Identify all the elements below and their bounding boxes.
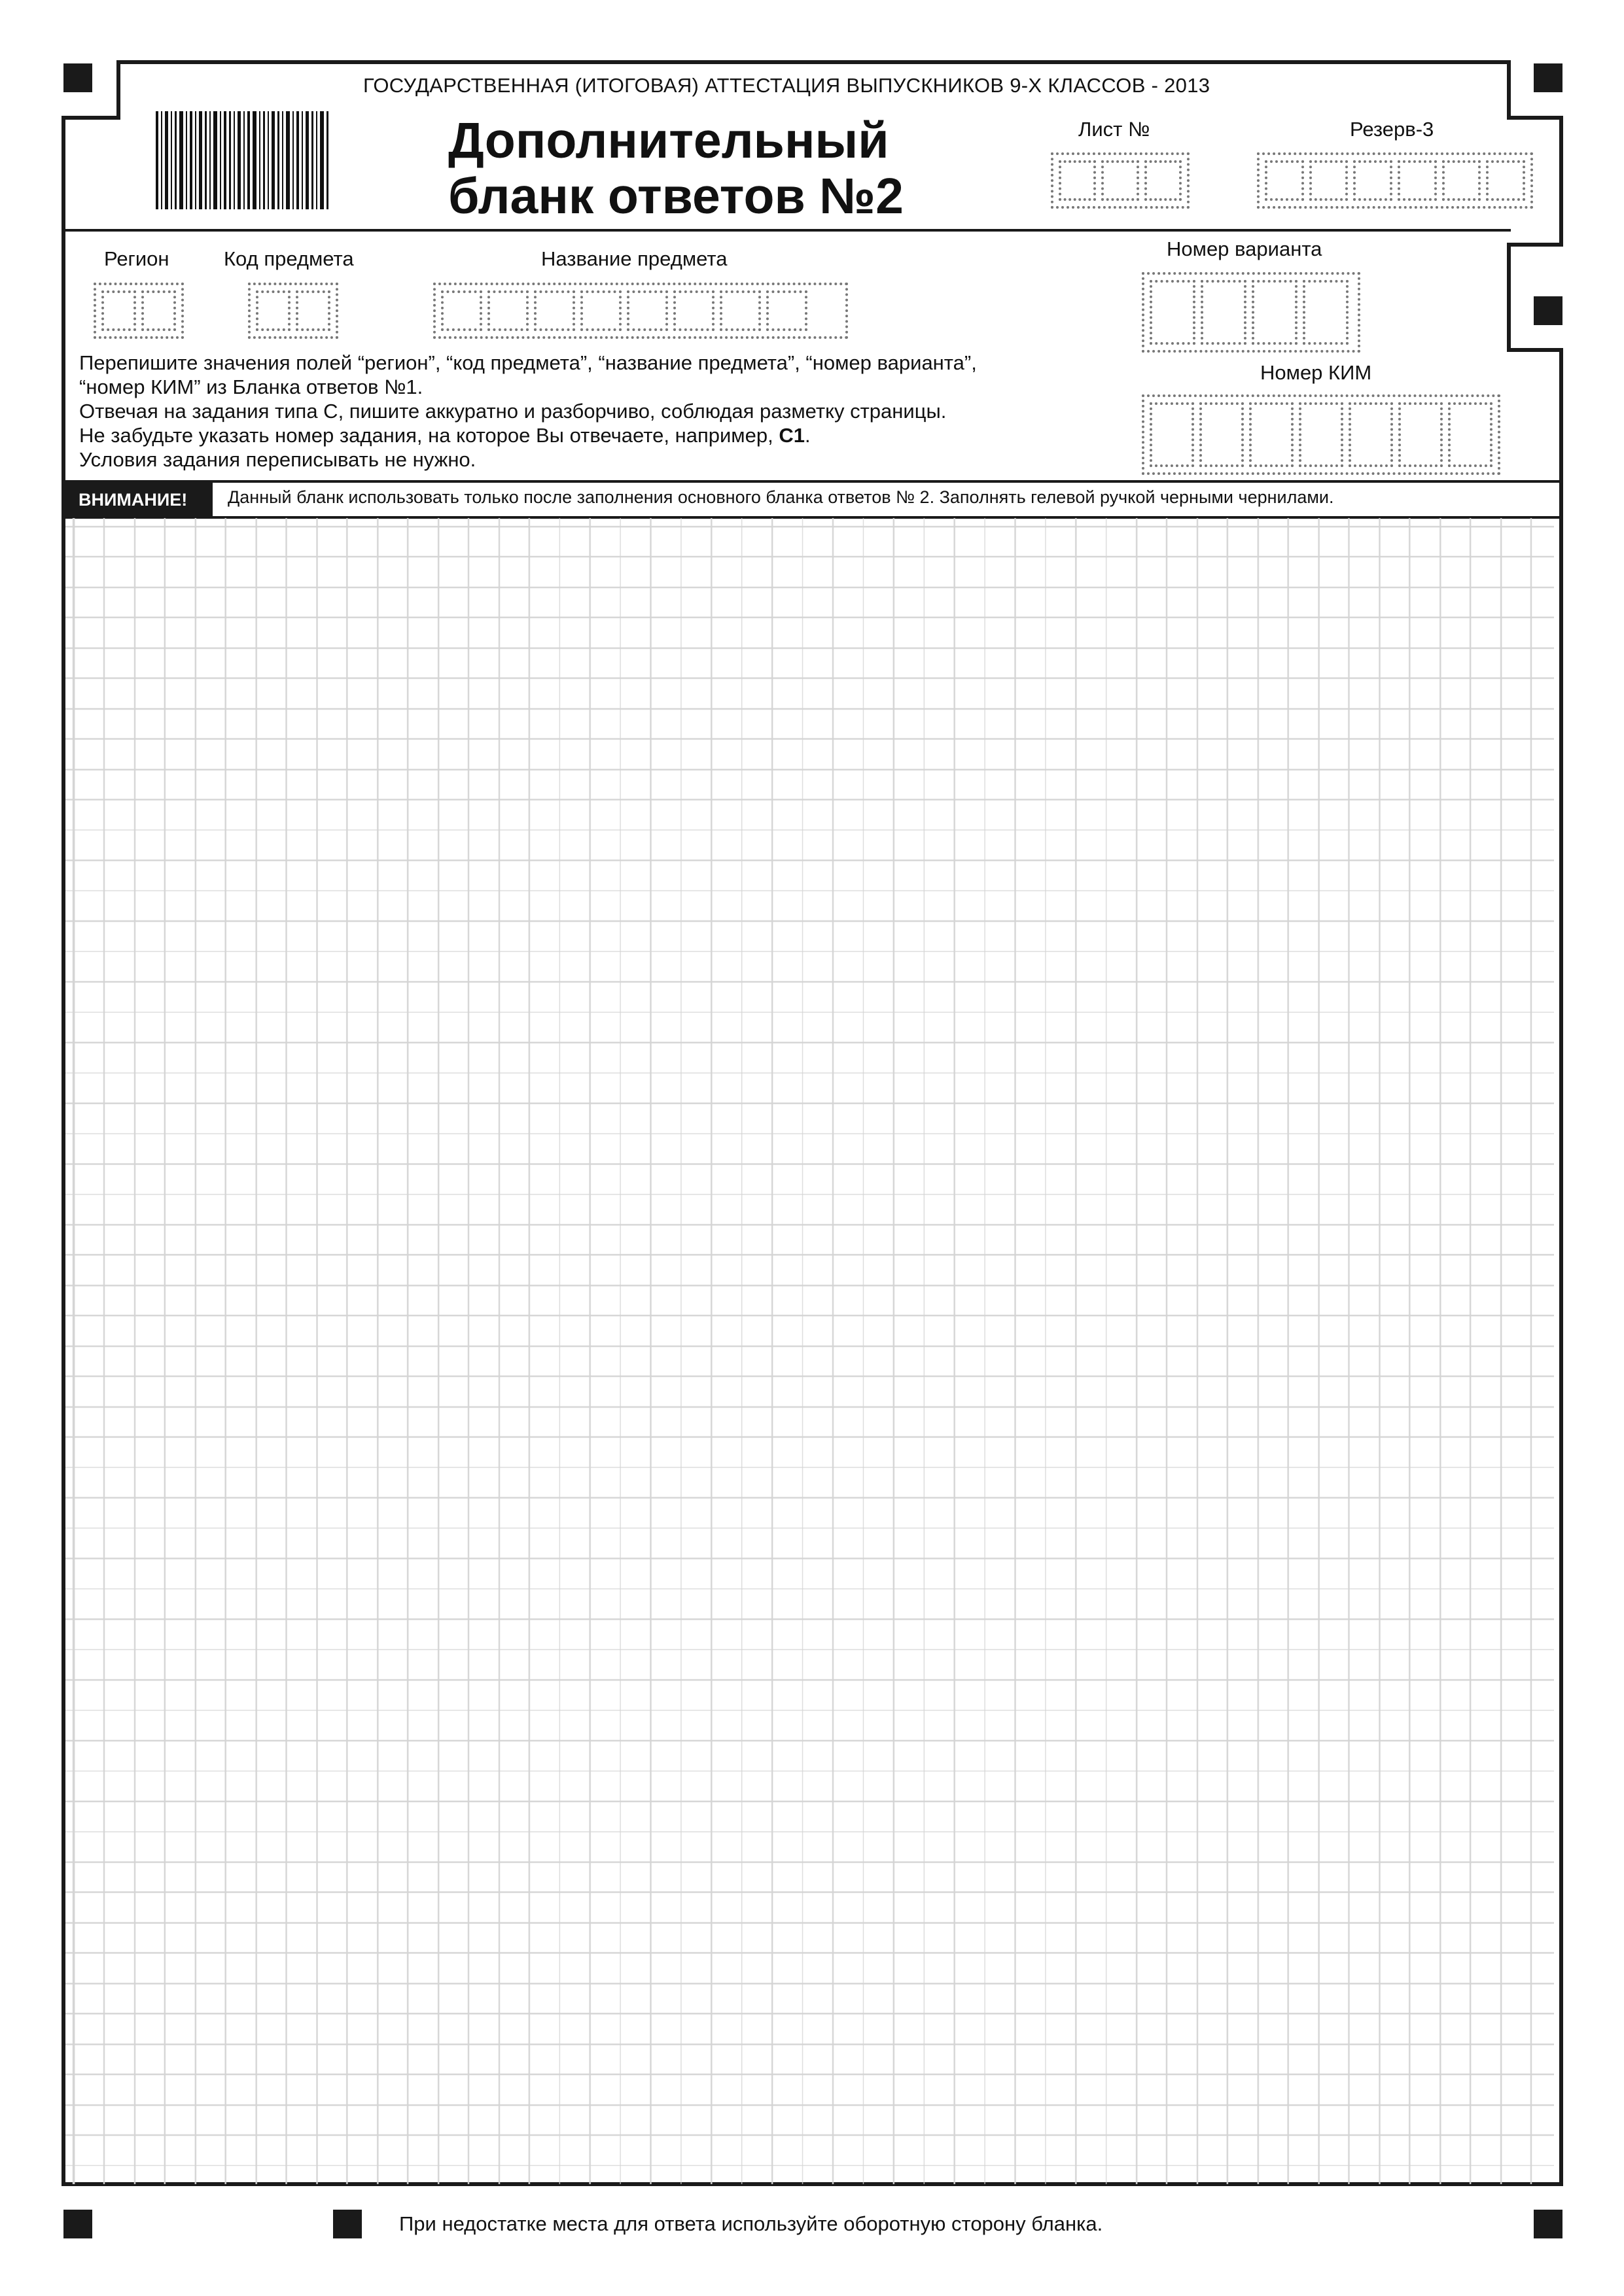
instruction-line: Условия задания переписывать не нужно. [79,448,476,471]
instruction-line [79,423,811,447]
form-title-line2: бланк ответов №2 [448,168,904,224]
footer-note: При недостатке места для ответа используйте оборотную сторону бланка. [399,2212,1103,2235]
subject-name-label: Название предмета [541,247,728,270]
variant-number-field[interactable] [1142,272,1360,353]
instruction-line: “номер КИМ” из Бланка ответов №1. [79,375,423,398]
reserve-field[interactable] [1257,152,1533,209]
reserve-label: Резерв-3 [1350,118,1434,141]
answer-grid[interactable] [65,518,1554,2184]
subject-code-field[interactable] [248,283,338,339]
variant-number-label: Номер варианта [1167,237,1322,260]
kim-number-label: Номер КИМ [1260,361,1372,384]
subject-name-field[interactable] [433,283,848,339]
registration-marker-icon [1534,63,1562,92]
region-label: Регион [104,247,169,270]
instruction-line: Отвечая на задания типа С, пишите аккуратно и разборчиво, соблюдая разметку страницы. [79,400,947,423]
instruction-text: . [804,424,811,447]
instruction-text: Не забудьте указать номер задания, на которое Вы отвечаете, например, [79,424,779,447]
subject-code-label: Код предмета [224,247,354,270]
warning-text: Данный бланк использовать только после заполнения основного бланка ответов № 2. Заполнять гелевой ручкой черными чернилами. [228,487,1334,507]
warning-label: ВНИМАНИЕ! [79,490,188,510]
exam-header-text: ГОСУДАРСТВЕННАЯ (ИТОГОВАЯ) АТТЕСТАЦИЯ ВЫПУСКНИКОВ 9-Х КЛАССОВ - 2013 [363,74,1210,97]
kim-number-field[interactable] [1142,394,1500,475]
instruction-line: Перепишите значения полей “регион”, “код предмета”, “название предмета”, “номер варианта”, [79,351,977,374]
registration-marker-icon [1534,296,1562,325]
warning-badge [64,483,211,517]
sheet-number-field[interactable] [1051,152,1190,209]
registration-marker-icon [1534,2210,1562,2238]
sheet-number-label: Лист № [1078,118,1150,141]
registration-marker-icon [63,2210,92,2238]
registration-marker-icon [333,2210,362,2238]
barcode-icon [156,111,332,209]
form-title-line1: Дополнительный [448,113,889,169]
registration-marker-icon [63,63,92,92]
region-field[interactable] [94,283,184,339]
task-example: С1 [779,424,805,447]
